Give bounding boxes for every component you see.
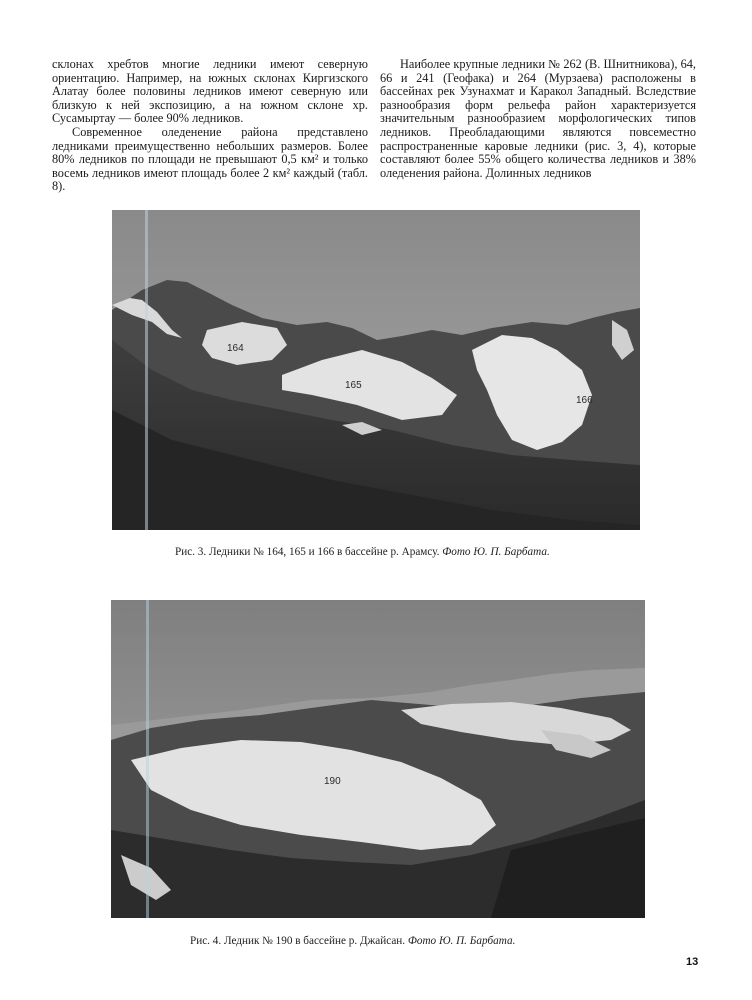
figure-4-caption (190, 934, 515, 948)
right-text-column (380, 58, 696, 180)
right-paragraph-1: Наиболее крупные ледники № 262 (В. Шнитникова), 64, 66 и 241 (Геофака) и 264 (Мурзаева) расположены в бассейнах рек Узунахмат и Каракол Западный. Вследствие разнообразия форм рельефа район характеризуется значительным разнообразием морфологических типов ледников. Преобладающими являются повсеместно распространенные каровые ледники (рис. 3, 4), которые составляют более 55% общего количества ледников и 38% оледенения района. Долинных ледников (380, 57, 696, 180)
figure-3-credit: Фото Ю. П. Барбата. (442, 546, 550, 558)
left-text-column (52, 58, 368, 194)
left-paragraph-1: склонах хребтов многие ледники имеют северную ориентацию. Например, на южных склонах Киргизского Алатау более половины ледников имеют северную или близкую к ней экспозицию, а на южном склоне хр. Сусамыртау — более 90% ледников. (52, 57, 368, 126)
glacier-label-190: 190 (324, 776, 341, 787)
glacier-photo-dzhaisan (111, 600, 645, 918)
figure-3-caption (175, 545, 550, 559)
glacier-label-164: 164 (227, 343, 244, 354)
glacier-label-166: 166 (576, 395, 593, 406)
figure-4-credit: Фото Ю. П. Барбата. (407, 935, 516, 947)
figure-4-photo (111, 600, 645, 918)
figure-3-photo (112, 210, 640, 530)
glacier-label-165: 165 (345, 380, 362, 391)
left-paragraph-2: Современное оледенение района представлено ледниками преимущественно небольших размеров. Более 80% ледников по площади не превышают 0,5 км² и только восемь ледников имеют площадь более 2 км² каждый (табл. 8). (52, 124, 368, 194)
figure-4-caption-text: Рис. 4. Ледник № 190 в бассейне р. Джайсан. (190, 935, 406, 947)
figure-3-caption-text: Рис. 3. Ледники № 164, 165 и 166 в бассейне р. Арамсу. (175, 546, 440, 558)
glacier-photo-aramsu (112, 210, 640, 530)
page-number: 13 (686, 956, 699, 968)
